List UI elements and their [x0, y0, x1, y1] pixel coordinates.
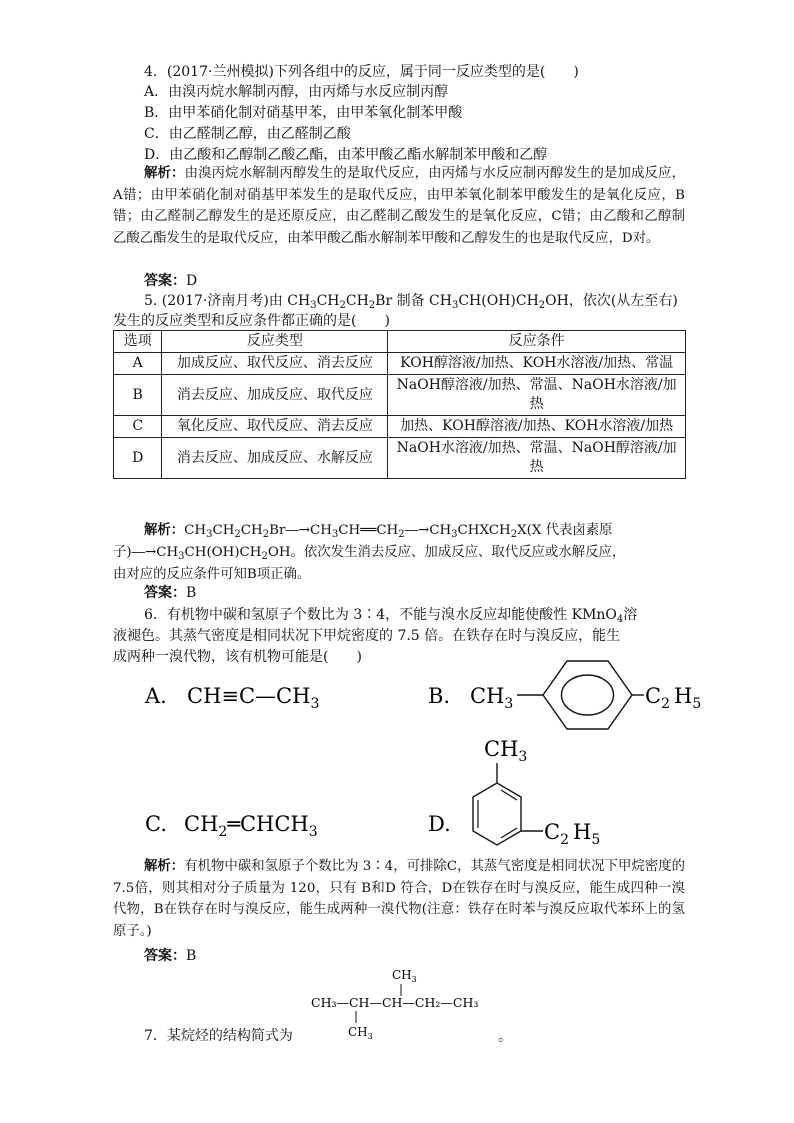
q7-stem-end: 。 [498, 1029, 512, 1045]
q6-stem: 6．有机物中碳和氢原子个数比为 3∶4，不能与溴水反应却能使酸性 KMnO$_4$溶 [144, 607, 638, 625]
row-types: 消去反应、加成反应、水解反应 [162, 438, 388, 479]
q6-option-a-formula: $CH\equiv C—CH_3$ [187, 684, 320, 712]
q4-stem: 4．(2017·兰州模拟)下列各组中的反应，属于同一反应类型的是( ) [144, 64, 579, 80]
row-conds: KOH醇溶液/加热、KOH水溶液/加热、常温 [388, 353, 686, 375]
q7-struct-bottom: $CH_3$ [348, 1025, 373, 1041]
q5-answer: 答案：B [144, 585, 197, 601]
row-types: 消去反应、加成反应、取代反应 [162, 375, 388, 416]
header-option: 选项 [114, 331, 162, 353]
row-option: B [114, 375, 162, 416]
row-option: C [114, 416, 162, 438]
q5-explanation: 解析：$CH_3CH_2CH_2Br―\to CH_3CH══CH_2―\to CH_3CHXCH_2X(X$ 代表卤素原 [144, 522, 613, 540]
q6-stem-line2: 液褪色。其蒸气密度是相同状况下甲烷密度的 7.5 倍。在铁存在时与溴反应，能生 [113, 628, 621, 644]
q6-option-a-label: A. [145, 684, 167, 708]
q6-stem-line3: 成两种一溴代物，该有机物可能是( ) [113, 649, 362, 665]
aromatic-circle [562, 675, 614, 715]
q6-option-c-formula: $CH_2═CHCH_3$ [184, 812, 318, 840]
row-option: A [114, 353, 162, 375]
q5-explanation-line3: 由对应的反应条件可知B项正确。 [113, 567, 311, 582]
q6-option-b-label: B. [428, 684, 451, 708]
q4-answer-value: D [186, 273, 198, 289]
q5-explanation-line2: 子)$―\to CH_3CH(OH)CH_2OH$。依次发生消去反应、加成反应、取代反应或水解反应， [113, 545, 626, 562]
q4-explanation-text: 由溴丙烷水解制丙醇发生的是取代反应，由丙烯与水反应制丙醇发生的是加成反应，A错；由甲苯硝化制对硝基甲苯发生的是取代反应，由甲苯氧化制苯甲酸发生的是氧化反应，B错；由乙醛制乙醇发生的是还原反应，由乙醛制乙酸发生的是氧化反应，C错；由乙酸和乙醇制乙酸乙酯发生的是取代反应，由苯甲酸乙酯水解制苯甲酸和乙醇发生的也是取代反应，D对。 [113, 166, 686, 246]
q6-explanation: 解析：有机物中碳和氢原子个数比为 3∶4，可排除C，其蒸气密度是相同状况下甲烷密度的7.5倍，则其相对分子质量为 120，只有 B和D 符合，D在铁存在时与溴反应，能生成四种一溴代物，B在铁存在时与溴反应，能生成两种一溴代物(注意：铁存在时苯与溴反应取代苯环上的氢原子。) [113, 858, 685, 939]
q6-option-b-left-group: $CH_3$ [470, 684, 514, 712]
row-types: 氧化反应、取代反应、消去反应 [162, 416, 388, 438]
q4-option-b: B．由甲苯硝化制对硝基甲苯，由甲苯氧化制苯甲酸 [144, 105, 463, 121]
row-option: D [114, 438, 162, 479]
row-conds: 加热、KOH醇溶液/加热、KOH水溶液/加热 [388, 416, 686, 438]
benzene-ring [543, 661, 632, 729]
q4-option-c: C．由乙醛制乙醇，由乙醛制乙酸 [144, 126, 351, 142]
q7-stem: 7．某烷烃的结构简式为 [144, 1028, 293, 1044]
double-bond-line [501, 790, 517, 800]
q5-stem-line2: 发生的反应类型和反应条件都正确的是( ) [113, 313, 390, 329]
q5-stem: 5. (2017·济南月考)由 $CH_3CH_2CH_2Br$ 制备 $CH_3CH(OH)CH_2OH$，依次(从左至右) [144, 293, 678, 311]
header-reaction-condition: 反应条件 [388, 331, 686, 353]
row-conds: NaOH醇溶液/加热、常温、NaOH水溶液/加热 [388, 375, 686, 416]
q7-struct-main: CH₃—CH—CH—CH₂—CH₃ [311, 995, 479, 1010]
row-types: 加成反应、取代反应、消去反应 [162, 353, 388, 375]
answer-label: 答案： [144, 273, 186, 289]
q4-option-d: D．由乙酸和乙醇制乙酸乙酯，由苯甲酸乙酯水解制苯甲酸和乙醇 [144, 147, 548, 163]
q7-struct-top: $CH_3$ [392, 968, 417, 984]
q6-option-d-right-group: $C_2$ $H_5$ [544, 820, 601, 848]
benzene-ring [473, 783, 521, 845]
q6-option-d-label: D. [428, 812, 451, 836]
q6-option-d-top-group: $CH_3$ [484, 737, 528, 765]
q4-option-a: A．由溴丙烷水解制丙醇，由丙烯与水反应制丙醇 [144, 84, 449, 100]
q6-option-c-label: C. [145, 812, 167, 836]
q6-answer: 答案：B [144, 948, 197, 964]
q6-option-b-right-group: $C_2$ $H_5$ [645, 684, 702, 712]
header-reaction-type: 反应类型 [162, 331, 388, 353]
double-bond-line [501, 828, 517, 838]
explanation-label: 解析： [144, 165, 185, 181]
row-conds: NaOH水溶液/加热、常温、NaOH醇溶液/加热 [388, 438, 686, 479]
